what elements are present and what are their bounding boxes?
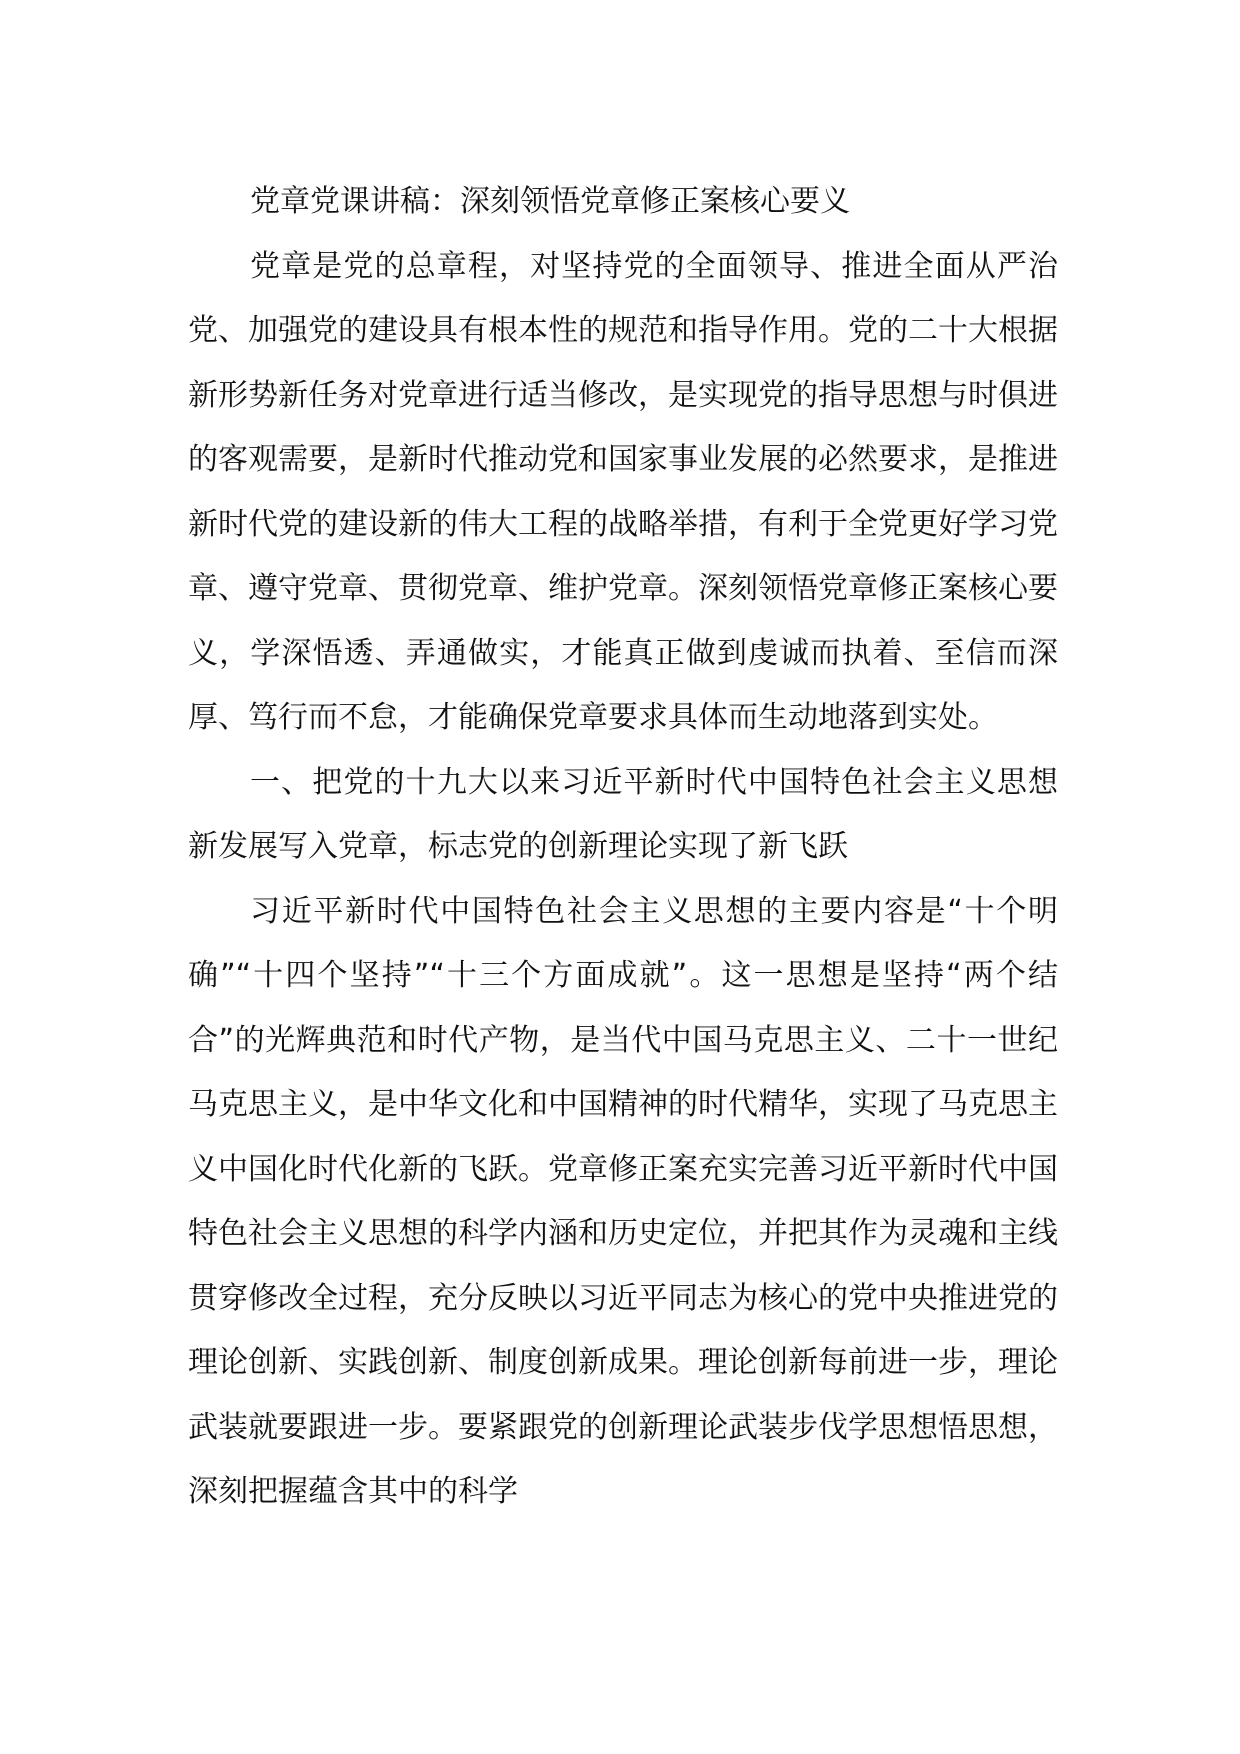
intro-paragraph: 党章是党的总章程，对坚持党的全面领导、推进全面从严治党、加强党的建设具有根本性的规范和指导作用。党的二十大根据新形势新任务对党章进行适当修改，是实现党的指导思想与时俱进的客观需要，是新时代推动党和国家事业发展的必然要求，是推进新时代党的建设新的伟大工程的战略举措，有利于全党更好学习党章、遵守党章、贯彻党章、维护党章。深刻领悟党章修正案核心要义，学深悟透、弄通做实，才能真正做到虔诚而执着、至信而深厚、笃行而不怠，才能确保党章要求具体而生动地落到实处。 <box>188 248 1058 735</box>
document-title: 党章党课讲稿：深刻领悟党章修正案核心要义 <box>250 184 850 219</box>
section-one-paragraph: 习近平新时代中国特色社会主义思想的主要内容是“十个明确”“十四个坚持”“十三个方面成就”。这一思想是坚持“两个结合”的光辉典范和时代产物，是当代中国马克思主义、二十一世纪马克思主义，是中华文化和中国精神的时代精华，实现了马克思主义中国化时代化新的飞跃。党章修正案充实完善习近平新时代中国特色社会主义思想的科学内涵和历史定位，并把其作为灵魂和主线贯穿修改全过程，充分反映以习近平同志为核心的党中央推进党的理论创新、实践创新、制度创新成果。理论创新每前进一步，理论武装就要跟进一步。要紧跟党的创新理论武装步伐学思想悟思想，深刻把握蕴含其中的科学 <box>188 893 1058 1509</box>
document-body <box>188 170 1058 1525</box>
section-heading-one: 一、把党的十九大以来习近平新时代中国特色社会主义思想新发展写入党章，标志党的创新理论实现了新飞跃 <box>188 764 1058 864</box>
